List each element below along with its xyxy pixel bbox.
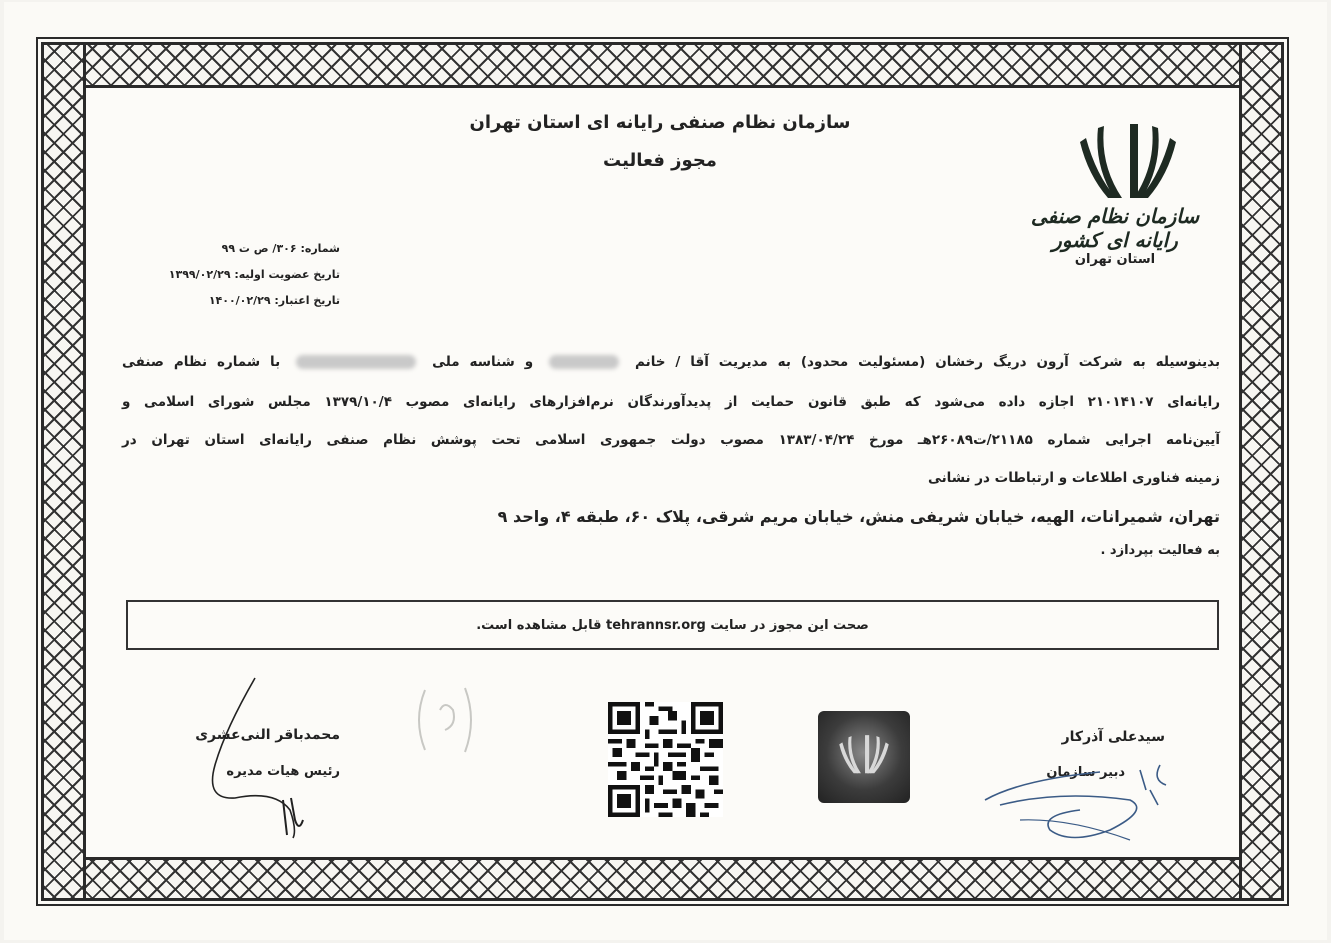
border-band-top bbox=[41, 42, 1284, 88]
body-line-2: رایانه‌ای ۲۱۰۱۴۱۰۷ اجازه داده می‌شود که طبق قانون حمایت از پدیدآورندگان نرم‌افزارهای رایانه‌ای مصوب ۱۳۷۹/۱۰/۴ مجلس شورای اسلامی و bbox=[122, 394, 1221, 410]
redacted-national-id bbox=[296, 355, 416, 369]
faded-stamp-icon bbox=[405, 680, 485, 760]
verification-text-after: قابل مشاهده است. bbox=[476, 617, 602, 633]
membership-date: تاریخ عضویت اولیه: ۱۳۹۹/۰۲/۲۹ bbox=[168, 268, 340, 281]
closing-text: به فعالیت بپردازد . bbox=[1100, 543, 1220, 558]
organization-logo-icon bbox=[1078, 120, 1178, 200]
verification-box bbox=[126, 600, 1219, 650]
company-address: تهران، شمیرانات، الهیه، خیابان شریفی منش، خیابان مریم شرقی، پلاک ۶۰، طبقه ۴، واحد ۹ bbox=[497, 507, 1220, 526]
body-line-3: آیین‌نامه اجرایی شماره ۲۱۱۸۵/ت۲۶۰۸۹هـ مورخ ۱۳۸۳/۰۴/۲۴ مصوب دولت جمهوری اسلامی تحت پوشش نظام صنفی رایانه‌ای استان تهران در bbox=[122, 432, 1220, 448]
right-signature-icon bbox=[980, 760, 1180, 850]
redacted-name bbox=[549, 355, 619, 369]
logo-caption: سازمان نظام صنفی رایانه ای کشور bbox=[1030, 204, 1200, 252]
left-signature-icon bbox=[195, 670, 335, 840]
verification-website-link[interactable]: tehrannsr.org bbox=[606, 617, 706, 633]
border-band-left bbox=[41, 42, 86, 901]
hologram-logo-icon bbox=[818, 711, 910, 803]
left-signatory-role: رئیس هیات مدیره bbox=[226, 764, 340, 779]
certificate-number: شماره: ۳۰۶/ ص ت ۹۹ bbox=[221, 242, 340, 255]
body-line-4: زمینه فناوری اطلاعات و ارتباطات در نشانی bbox=[927, 470, 1220, 486]
body-line-1 bbox=[122, 354, 1220, 370]
qr-code-icon bbox=[608, 702, 723, 817]
body-line-1-part-b: و شناسه ملی bbox=[432, 354, 534, 370]
body-line-1-part-c: با شماره نظام صنفی bbox=[122, 354, 281, 370]
right-signatory-name: سیدعلی آذرکار bbox=[1061, 729, 1165, 745]
left-signatory-name: محمدباقر النی‌عشری bbox=[195, 727, 340, 743]
right-signatory-role: دبیر سازمان bbox=[1046, 765, 1125, 780]
validity-date: تاریخ اعتبار: ۱۴۰۰/۰۲/۲۹ bbox=[208, 294, 340, 307]
border-band-right bbox=[1239, 42, 1284, 901]
border-band-bottom bbox=[41, 857, 1284, 901]
document-title: مجوز فعالیت bbox=[603, 150, 717, 171]
hologram-seal bbox=[818, 711, 910, 803]
body-line-1-part-a: بدینوسیله به شرکت آرون دریگ رخشان (مسئولیت محدود) به مدیریت آقا / خانم bbox=[635, 354, 1221, 370]
logo-province: استان تهران bbox=[1074, 252, 1156, 267]
verification-text-before: صحت این مجوز در سایت bbox=[710, 617, 869, 633]
organization-title: سازمان نظام صنفی رایانه ای استان تهران bbox=[469, 112, 851, 133]
